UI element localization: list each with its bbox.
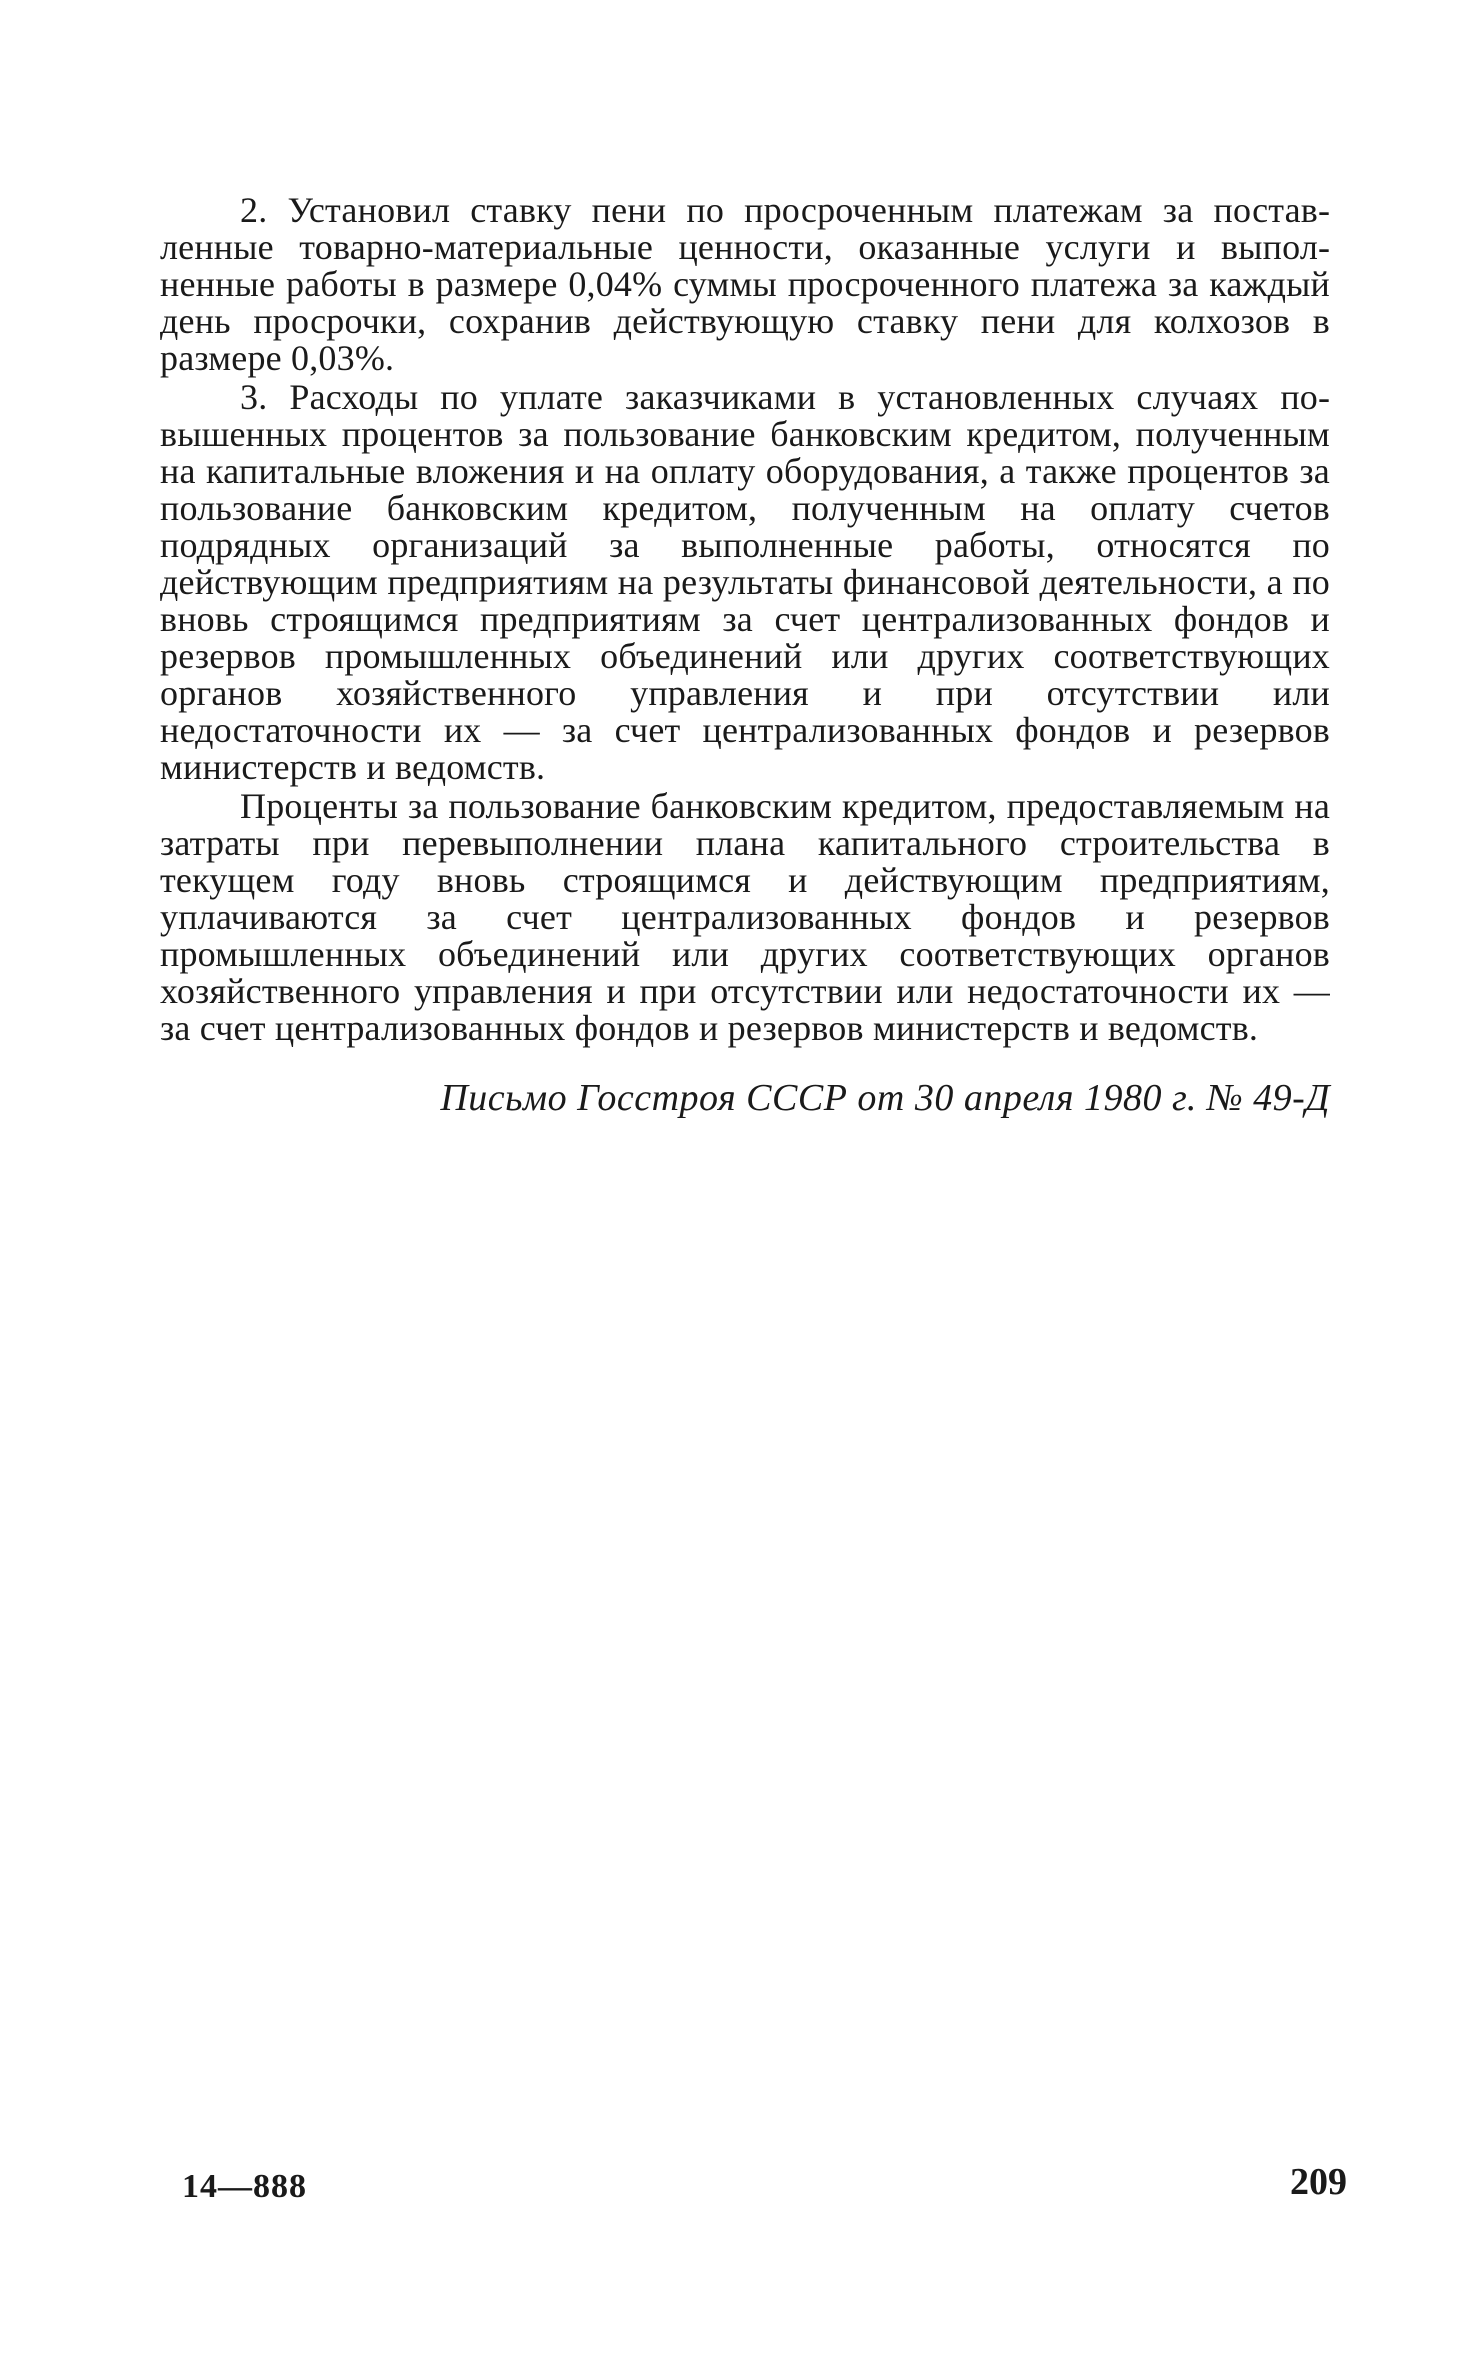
signature-mark: 14—888 — [182, 2168, 307, 2205]
source-reference: Письмо Госстроя СССР от 30 апреля 1980 г. № 49-Д — [440, 1077, 1330, 1119]
page-number: 209 — [1290, 2161, 1347, 2203]
body-text — [160, 192, 1330, 1119]
paragraph-item-2: 2. Установил ставку пени по просроченным платежам за поставленные товарно-материальные ценности, оказанные услуги и выполненные работы в размере 0,04% суммы просроченного платежа за каждый день просрочки, сохранив действующую ставку пени для колхозов в размере 0,03%. — [160, 190, 1330, 378]
paragraph-item-3: 3. Расходы по уплате заказчиками в установленных случаях повышенных процентов за пользование банковским кредитом, полученным на капитальные вложения и на оплату оборудования, а также процентов за пользование банковским кредитом, полученным на оплату счетов подрядных организаций за выполненные работы, относятся по действующим предприятиям на результаты финансовой деятельности, а по вновь строящимся предприятиям за счет централизованных фондов и резервов промышленных объединений или других соответствующих органов хозяйственного управления и при отсутствии или недостаточности их — за счет централизованных фондов и резервов министерств и ведомств. — [160, 377, 1330, 787]
paragraph-interest: Проценты за пользование банковским кредитом, предоставляемым на затраты при перевыполнении плана капитального строительства в текущем году вновь строящимся и действующим предприятиям, уплачиваются за счет централизованных фондов и резервов промышленных объединений или других соответствующих органов хозяйственного управления и при отсутствии или недостаточности их — за счет централизованных фондов и резервов министерств и ведомств. — [160, 786, 1330, 1048]
